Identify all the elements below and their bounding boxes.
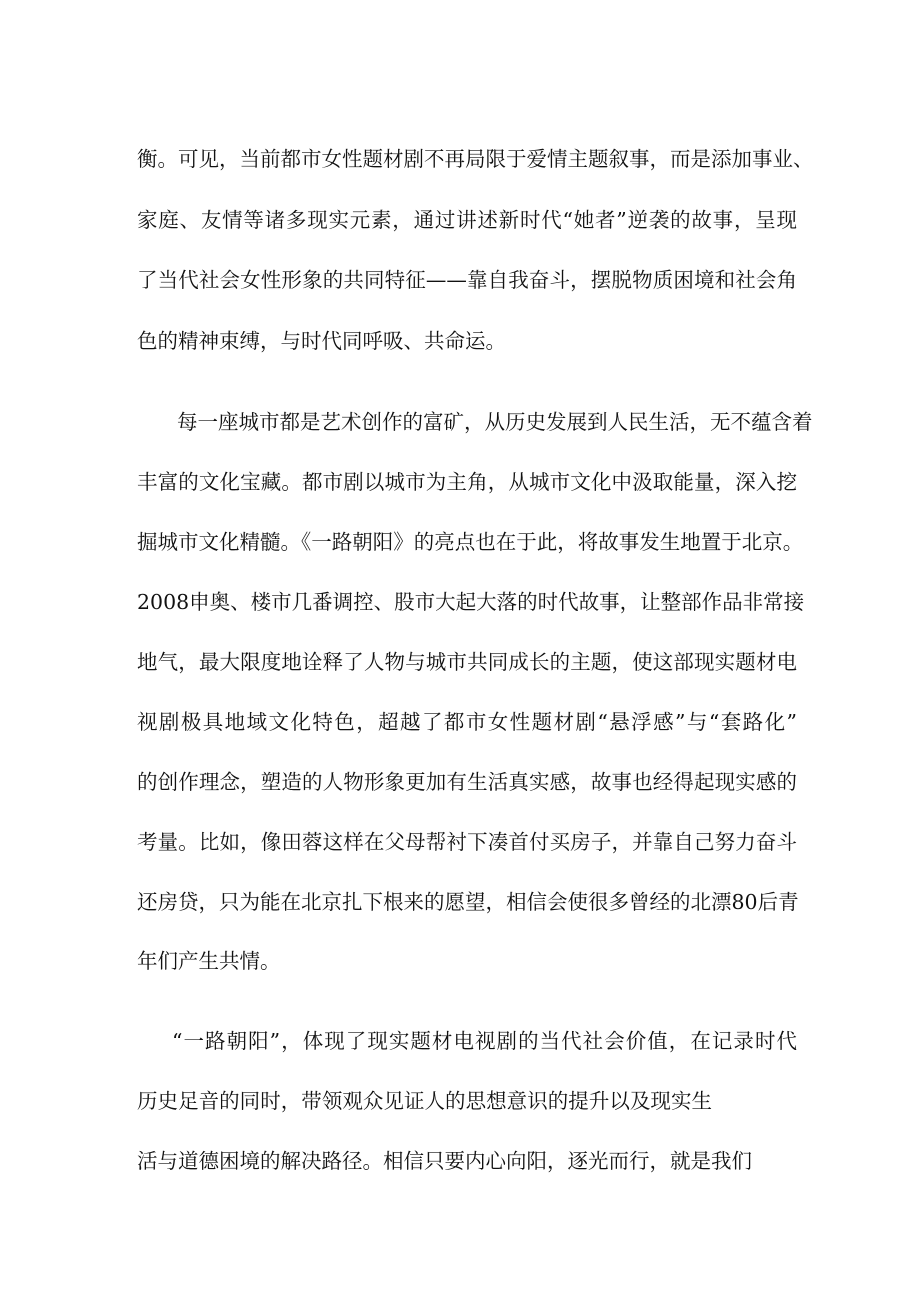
paragraph-1-line-2: 家庭、友情等诸多现实元素，通过讲述新时代“她者”逆袭的故事，呈现: [137, 208, 797, 232]
paragraph-2-line-10: 年们产生共情。: [137, 949, 281, 973]
paragraph-1-line-1: 衡。可见，当前都市女性题材剧不再局限于爱情主题叙事，而是添加事业、: [137, 147, 814, 171]
paragraph-2-line-2: 丰富的文化宝藏。都市剧以城市为主角，从城市文化中汲取能量，深入挖: [137, 470, 797, 494]
paragraph-2-line-4: 2008申奥、楼市几番调控、股市大起大落的时代故事，让整部作品非常接: [137, 590, 805, 614]
paragraph-1-line-4: 色的精神束缚，与时代同呼吸、共命运。: [137, 329, 506, 353]
paragraph-2-line-1: 每一座城市都是艺术创作的富矿，从历史发展到人民生活，无不蕴含着: [177, 410, 813, 434]
paragraph-2-line-8: 考量。比如，像田蓉这样在父母帮衬下凑首付买房子，并靠自己努力奋斗: [137, 830, 797, 854]
paragraph-2-line-3: 掘城市文化精髓。《一路朝阳》的亮点也在于此，将故事发生地置于北京。: [137, 530, 804, 554]
paragraph-2-line-9: 还房贷，只为能在北京扎下根来的愿望，相信会使很多曾经的北漂80后青: [137, 890, 799, 914]
paragraph-2-line-6: 视剧极具地域文化特色，超越了都市女性题材剧“悬浮感”与“套路化”: [137, 710, 797, 734]
paragraph-2-line-7: 的创作理念，塑造的人物形象更加有生活真实感，故事也经得起现实感的: [137, 770, 797, 794]
paragraph-3-line-2: 历史足音的同时，带领观众见证人的思想意识的提升以及现实生: [137, 1089, 712, 1113]
paragraph-1-line-3: 了当代社会女性形象的共同特征——靠自我奋斗，摆脱物质困境和社会角: [137, 268, 797, 292]
paragraph-2-line-5: 地气，最大限度地诠释了人物与城市共同成长的主题，使这部现实题材电: [137, 650, 797, 674]
paragraph-3-line-3: 活与道德困境的解决路径。相信只要内心向阳，逐光而行，就是我们: [137, 1149, 752, 1173]
paragraph-3-line-1: “一路朝阳”，体现了现实题材电视剧的当代社会价值，在记录时代: [172, 1029, 797, 1053]
